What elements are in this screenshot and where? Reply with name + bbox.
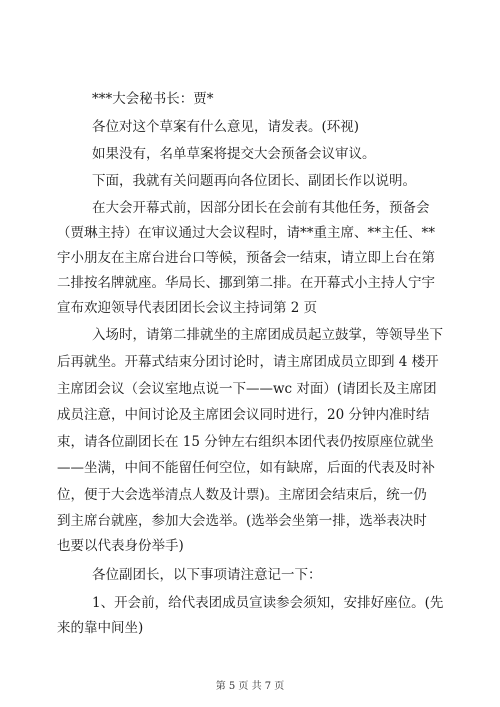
text-line-3: 如果没有，名单草案将提交大会预备会议审议。 — [92, 146, 376, 162]
text-line-6: （贾琳主持）在审议通过大会议程时，请**重主席、**主任、** — [57, 225, 435, 241]
text-line-1: ***大会秘书长：贾* — [92, 91, 214, 107]
text-line-12: 主席团会议（会议室地点说一下——wc 对面）(请团长及主席团 — [57, 381, 437, 397]
text-line-8: 二排按名牌就座。华局长、挪到第二排。在开幕式小主持人宁宇 — [57, 275, 435, 291]
text-line-21: 来的靠中间坐) — [57, 620, 144, 636]
text-line-7: 宇小朋友在主席台进台口等候，预备会一结束，请立即上台在第 — [57, 250, 435, 266]
text-line-5: 在大会开幕式前，因部分团长在会前有其他任务，预备会 — [92, 200, 430, 216]
text-line-9: 宣布欢迎领导代表团团长会议主持词第 2 页 — [57, 300, 318, 316]
text-line-19: 各位副团长，以下事项请注意记一下： — [92, 567, 322, 583]
text-line-15: ——坐满，中间不能留任何空位，如有缺席，后面的代表及时补 — [57, 460, 435, 476]
page-footer: 第 5 页 共 7 页 — [215, 681, 285, 692]
text-line-11: 后再就坐。开幕式结束分团讨论时，请主席团成员立即到 4 楼开 — [57, 354, 439, 370]
text-line-16: 位，便于大会选举清点人数及计票)。主席团会结束后，统一仍 — [57, 487, 427, 503]
text-line-2: 各位对这个草案有什么意见，请发表。(环视) — [92, 119, 360, 135]
text-line-10: 入场时，请第二排就坐的主席团成员起立鼓掌，等领导坐下 — [92, 327, 443, 343]
text-line-18: 也要以代表身份举手) — [57, 538, 184, 554]
text-line-17: 到主席台就座，参加大会选举。(选举会坐第一排，选举表决时 — [57, 513, 427, 529]
text-line-20: 1、开会前，给代表团成员宣读参会须知，安排好座位。(先 — [92, 595, 444, 611]
text-line-4: 下面，我就有关问题再向各位团长、副团长作以说明。 — [92, 173, 416, 189]
text-line-13: 成员注意，中间讨论及主席团会议同时进行，20 分钟内准时结 — [57, 407, 430, 423]
text-line-14: 束，请各位副团长在 15 分钟左右组织本团代表仍按原座位就坐 — [57, 434, 434, 450]
